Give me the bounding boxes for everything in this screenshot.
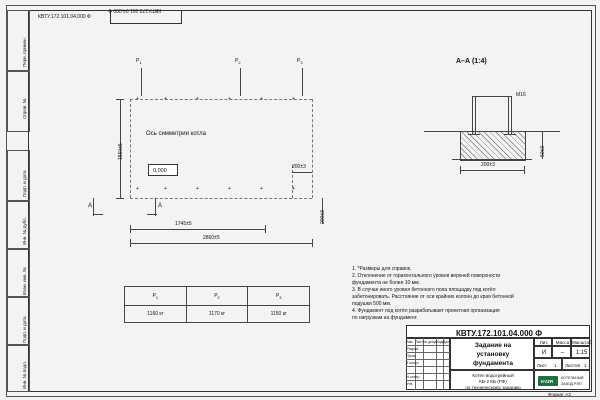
tb-role-tkontr: Т.контр. [406, 360, 420, 365]
zero-level-text: 0,000 [153, 168, 167, 174]
tb-role-prov: Пров. [406, 353, 416, 358]
note-line: 4. Фундамент под котёл разрабатывает проектная организация [352, 308, 500, 314]
note-line: 2. Отклонение от горизонтального уровня верхней поверхности [352, 273, 501, 279]
kvzr-logo-text: KVZR [541, 379, 554, 384]
anchor-bolt-top-tie [472, 96, 511, 97]
symmetry-axis-label: Ось симметрии котла [146, 131, 207, 137]
margin-field-inv-podl [7, 344, 30, 392]
anchor-marker: + [260, 186, 263, 192]
company-name-line-2: ЗАВОД РЭП [561, 382, 582, 386]
anchor-marker: + [228, 186, 231, 192]
load-table-header-letter: Р [152, 292, 156, 299]
load-index-p3: 3 [300, 60, 303, 65]
load-value-p1: 1160 кг [125, 306, 187, 323]
tb-role-nkontr: Н.контр. [406, 374, 421, 379]
anchor-marker: + [292, 186, 295, 192]
dim-line-2860 [130, 243, 312, 244]
anchor-bolt-right [508, 96, 509, 134]
tb-col-header-dokum: № докум. [423, 339, 439, 344]
title-block-doc-line-1: Котел водогрейный [472, 373, 514, 378]
load-table-header-index: 2 [217, 294, 220, 300]
note-line: фундамента не более 10 мм. [352, 280, 420, 286]
note-line: забетонировать. Расстояние от оси крайних колонн до края бетонной [352, 294, 514, 300]
load-arrow-p3 [302, 68, 303, 96]
title-block-scale-value: 1:15 [575, 350, 588, 356]
tb-role-utv: Утв. [406, 381, 414, 386]
anchor-marker: + [228, 96, 231, 102]
plan-outline-left [130, 99, 131, 198]
note-line: подушки 500 мм. [352, 301, 392, 307]
margin-field-vzam-inv [7, 248, 30, 298]
title-block-mass-header [552, 338, 571, 346]
dim-2860: 2860±5 [203, 235, 220, 241]
title-block-scale-value-cell [571, 346, 590, 358]
title-block-doc-line-2: КВ-2 КБ (РФ) [479, 379, 507, 384]
load-label-p1 [136, 58, 142, 65]
table-row [125, 306, 310, 323]
tb-row-div-4 [406, 366, 450, 367]
anchor-marker: + [260, 96, 263, 102]
load-table-header-p2 [186, 287, 248, 306]
title-block-name-cell [450, 338, 534, 370]
section-mark-a-right: А [158, 203, 163, 209]
title-block-doc-cell [450, 370, 534, 390]
anchor-marker: + [136, 186, 139, 192]
anchor-marker: + [196, 96, 199, 102]
anchor-marker: + [164, 186, 167, 192]
title-block-doc-line-3: по техническому заданию [465, 385, 521, 390]
load-label-p2 [235, 58, 241, 65]
title-block-name-line-3: фундамента [472, 360, 514, 367]
title-block-designation: КВТУ.172.101.04.000 Ф [455, 329, 543, 338]
section-mark-arrow-left [93, 214, 103, 215]
anchor-marker: + [196, 186, 199, 192]
title-block-sheets-value: 1 [584, 363, 587, 368]
load-letter-p2: Р [235, 58, 239, 64]
margin-field-sprav [7, 70, 30, 132]
margin-label-6: Инв. № подл. [22, 360, 27, 389]
tb-col-header-podp: Подп. [436, 339, 446, 344]
section-mark-arrow-right [147, 214, 157, 215]
title-block-name-line-1: Задание на [474, 342, 512, 349]
margin-field-podp-data-1 [7, 150, 30, 202]
section-ground-left [424, 131, 460, 132]
dim-1745: 1745±5 [175, 221, 192, 227]
title-block-lit-value-cell [534, 346, 552, 358]
load-table [124, 286, 310, 323]
margin-field-perv-primen [7, 10, 30, 72]
dim-line-section-width [460, 170, 524, 171]
top-left-designation: КВТУ.172.101.04.000 Ф [38, 14, 91, 20]
plan-outline-right [312, 99, 313, 198]
tb-col-header-data: Дата [443, 339, 451, 344]
title-block-lit-value: И [541, 350, 547, 356]
load-index-p1: 1 [139, 60, 142, 65]
dim-section-width: 200±3 [481, 162, 495, 168]
note-line: по нагрузкам на фундамент. [352, 315, 418, 321]
anchor-bolt-right-2 [511, 96, 512, 134]
anchor-bolt-left [472, 96, 473, 134]
dim-tick-sw-l [460, 166, 461, 174]
dim-thread-m16: М16 [516, 92, 526, 98]
title-block-lit-header [534, 338, 552, 346]
anchor-bolt-left-2 [475, 96, 476, 134]
company-name-line-1: КОТЕЛЬНЫЙ [561, 376, 584, 380]
title-block-sheet-value: 1 [554, 363, 557, 368]
margin-label-1: Справ. № [22, 98, 27, 119]
title-block-scale-label: Масштаб [572, 340, 592, 345]
top-designation-stamp [108, 7, 182, 24]
section-foundation-bottom-edge [452, 159, 532, 160]
dim-right-200: 200±3 [292, 164, 306, 170]
dim-line-right-200 [292, 172, 312, 173]
dim-tick-2860-l [130, 239, 131, 247]
zero-level-box [148, 164, 178, 176]
margin-label-5: Подп. и дата [22, 316, 27, 343]
note-line: 1. *Размеры для справок. [352, 266, 412, 272]
anchor-marker: + [136, 96, 139, 102]
load-value-p3: 1150 кг [248, 306, 310, 323]
dim-tick-sw-r [524, 166, 525, 174]
plan-outline-bottom [130, 198, 312, 199]
tb-col-header-izm: Изм. [406, 339, 414, 344]
notes-block [352, 266, 580, 321]
load-table-header-p1 [125, 287, 187, 306]
note-line: 3. В случае иного уровня бетонного пола площадку под котёл [352, 287, 496, 293]
dim-line-1745 [130, 229, 265, 230]
margin-label-0: Перв. примен. [22, 37, 27, 67]
load-arrow-p2 [240, 68, 241, 96]
load-letter-p3: Р [297, 58, 301, 64]
dim-tick-1745-r [265, 225, 266, 233]
anchor-marker: + [164, 96, 167, 102]
sheet-format-label: Формат А3 [548, 392, 571, 397]
title-block-name-line-2: установку [476, 351, 510, 358]
dim-tick-2860-r [312, 239, 313, 247]
plan-outline-top [130, 99, 312, 100]
top-designation-text: КВТУ.172.101.04.000 Ф [108, 7, 161, 13]
margin-label-2: Подп. и дата [22, 170, 27, 197]
title-block-mass-value-cell [552, 346, 571, 358]
title-block-company-cell [534, 370, 590, 390]
title-block-sheets-cell [562, 358, 590, 370]
kvzr-logo-icon [538, 376, 558, 386]
load-table-header-p3 [248, 287, 310, 306]
load-value-p2: 1170 кг [186, 306, 248, 323]
anchor-bolt-right-foot [504, 134, 516, 135]
title-block-mass-label: Масса [555, 340, 570, 345]
load-table-header-letter: Р [275, 292, 280, 299]
section-mark-a-left: А [88, 203, 93, 209]
dim-tick-v-bottom [116, 198, 124, 199]
dim-tick-v-top [116, 99, 124, 100]
margin-label-4: Взам. инв. № [22, 267, 27, 295]
dim-tick-1745-l [130, 225, 131, 233]
section-foundation-body [460, 131, 526, 161]
table-row-header [125, 287, 310, 306]
load-index-p2: 2 [238, 60, 241, 65]
title-block-sheet-cell [534, 358, 562, 370]
title-block-sheet-label: Лист [537, 363, 547, 368]
anchor-marker: + [292, 96, 295, 102]
dim-right-vertical: 200±3 [320, 210, 326, 224]
title-block-mass-value: – [560, 350, 565, 356]
load-letter-p1: Р [136, 58, 140, 64]
margin-field-inv-dubl [7, 200, 30, 250]
load-table-header-index: 1 [155, 294, 159, 300]
title-block-scale-header [571, 338, 590, 346]
section-title: А–А (1:4) [456, 58, 487, 65]
load-arrow-p1 [141, 68, 142, 96]
title-block-sheets-label: Листов [565, 363, 580, 368]
margin-field-podp-data-2 [7, 296, 30, 346]
margin-label-3: Инв. № дубл. [22, 217, 27, 245]
load-table-header-letter: Р [214, 292, 218, 299]
tb-col-header-list: Лист [415, 339, 423, 344]
tb-role-razrab: Разраб. [406, 346, 420, 351]
load-table-header-index: 3 [279, 294, 282, 300]
dim-section-height: 50±3 [540, 145, 546, 157]
dim-vertical-main: 1560±5 [118, 143, 124, 160]
load-label-p3 [297, 58, 303, 65]
title-block-lit-label: Лит. [539, 340, 549, 345]
title-block-designation-cell [406, 325, 590, 338]
anchor-bolt-left-foot [468, 134, 480, 135]
